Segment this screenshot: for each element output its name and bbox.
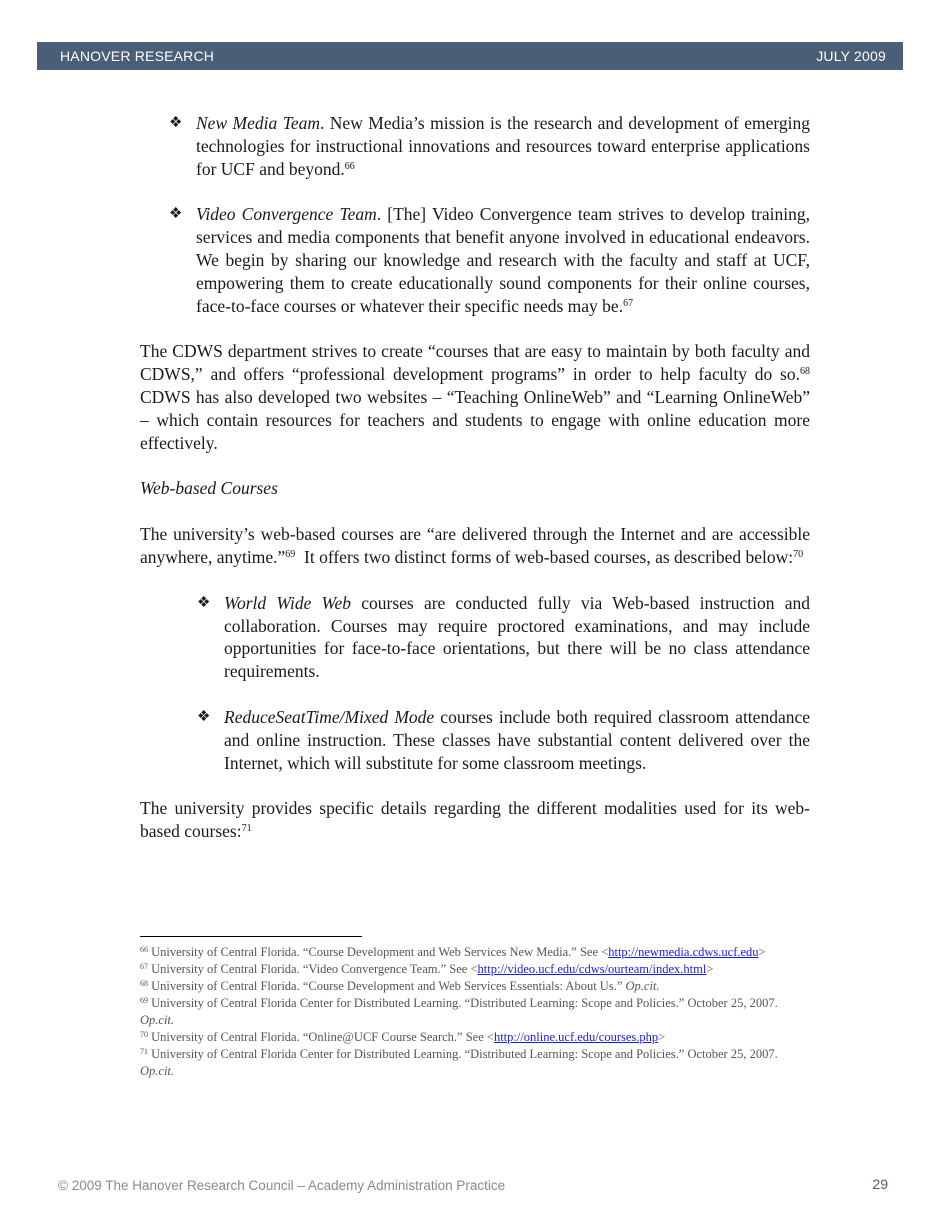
footnote-divider: [140, 936, 362, 937]
footnote-citation: Op.cit.: [140, 1064, 175, 1078]
footnote-text: University of Central Florida. “Video Convergence Team.” See <: [148, 962, 478, 976]
bullet-new-media-team: [140, 112, 810, 180]
bullet-lead: Video Convergence Team: [196, 204, 377, 225]
paragraph-text: It offers two distinct forms of web-based courses, as described below:: [295, 546, 794, 567]
bullet-mixed-mode: [140, 706, 810, 774]
page-header: [37, 42, 903, 70]
footnote-number: 67: [140, 962, 148, 971]
footnote-text: University of Central Florida Center for Distributed Learning. “Distributed Learning: Scope and Policies.” October 25, 2007.: [148, 996, 778, 1010]
bullet-lead: New Media Team: [196, 113, 320, 133]
diamond-bullet-icon: ❖: [197, 594, 211, 611]
page-number: 29: [872, 1176, 888, 1192]
footnote-68: [140, 978, 810, 995]
bullet-text: courses are conducted fully via Web-based instruction and collaboration. Courses may require proctored examinations, and may include opportunities for face-to-face orientations, but there will be no class attendance requirements.: [224, 592, 810, 682]
footnote-link[interactable]: http://video.ucf.edu/cdws/ourteam/index.html: [477, 962, 707, 976]
footer-copyright: © 2009 The Hanover Research Council – Academy Administration Practice: [58, 1178, 506, 1193]
paragraph-web-courses: [140, 523, 810, 569]
footnote-link[interactable]: http://newmedia.cdws.ucf.edu: [608, 945, 759, 959]
bullet-video-convergence-team: [140, 203, 810, 317]
paragraph-text: The university provides specific details regarding the different modalities used for its web-based courses:: [140, 798, 810, 842]
footnote-ref[interactable]: 69: [285, 548, 296, 560]
bullet-text: courses include both required classroom attendance and online instruction. These classes have substantial content delivered over the Internet, which will substitute for some classroom meetings.: [224, 706, 810, 773]
footnote-69: [140, 995, 810, 1029]
section-subheading: Web-based Courses: [140, 478, 278, 499]
footnote-citation: Op.cit.: [140, 1013, 175, 1027]
bullet-lead: ReduceSeatTime/Mixed Mode: [224, 706, 435, 727]
footnote-ref[interactable]: 70: [793, 548, 804, 560]
paragraph-text: The CDWS department strives to create “courses that are easy to maintain by both faculty and CDWS,” and offers “professional development programs” in order to help faculty do so.: [140, 341, 810, 385]
footnote-text: University of Central Florida Center for Distributed Learning. “Distributed Learning: Scope and Policies.” October 25, 2007.: [148, 1047, 778, 1061]
header-date: JULY 2009: [816, 48, 886, 64]
footnote-66: [140, 944, 810, 961]
header-org: HANOVER RESEARCH: [60, 48, 215, 64]
footnote-text: >: [758, 945, 766, 959]
paragraph-modalities: [140, 797, 810, 843]
page-body: [140, 112, 819, 866]
footnote-ref[interactable]: 71: [241, 823, 252, 835]
bullet-world-wide-web: [140, 592, 810, 683]
footnote-text: University of Central Florida. “Online@UCF Course Search.” See <: [148, 1030, 494, 1044]
bullet-lead: World Wide Web: [224, 592, 352, 613]
diamond-bullet-icon: ❖: [197, 708, 211, 725]
footnote-ref[interactable]: 68: [800, 366, 810, 378]
footnotes: [140, 944, 810, 1080]
footnote-number: 70: [140, 1030, 148, 1039]
footnote-citation: Op.cit.: [625, 979, 660, 993]
footnote-number: 69: [140, 996, 148, 1005]
paragraph-text: CDWS has also developed two websites – “Teaching OnlineWeb” and “Learning OnlineWeb” – which contain resources for teachers and students to engage with online education more effectively.: [140, 364, 819, 453]
footnote-link[interactable]: http://online.ucf.edu/courses.php: [493, 1030, 659, 1044]
bullet-text: . New Media’s mission is the research and development of emerging technologies for instructional innovations and resources toward enterprise applications for UCF and beyond.: [196, 113, 810, 179]
footnote-70: [140, 1029, 810, 1046]
footnote-ref[interactable]: 67: [623, 297, 634, 309]
footnote-text: University of Central Florida. “Course Development and Web Services New Media.” See <: [148, 945, 609, 959]
diamond-bullet-icon: ❖: [169, 206, 183, 223]
footnote-ref[interactable]: 66: [344, 160, 355, 172]
footnote-text: >: [658, 1030, 666, 1044]
paragraph-text: The university’s web-based courses are “are delivered through the Internet and are accessible anywhere, anytime.”: [140, 524, 810, 567]
paragraph-cdws: [140, 340, 819, 454]
footnote-number: 71: [140, 1047, 148, 1056]
footnote-text: >: [706, 962, 714, 976]
footnote-67: [140, 961, 810, 978]
diamond-bullet-icon: ❖: [169, 115, 183, 131]
footnote-text: University of Central Florida. “Course Development and Web Services Essentials: About Us.”: [148, 979, 626, 993]
footnote-number: 66: [140, 945, 148, 954]
footnote-number: 68: [140, 979, 148, 988]
footnote-71: [140, 1046, 810, 1080]
bullet-text: . [The] Video Convergence team strives to develop training, services and media components that benefit anyone involved in educational endeavors. We begin by sharing our knowledge and research with the faculty and staff at UCF, empowering them to create educationally sound components for their online courses, face-to-face courses or whatever their specific needs may be.: [196, 204, 810, 316]
